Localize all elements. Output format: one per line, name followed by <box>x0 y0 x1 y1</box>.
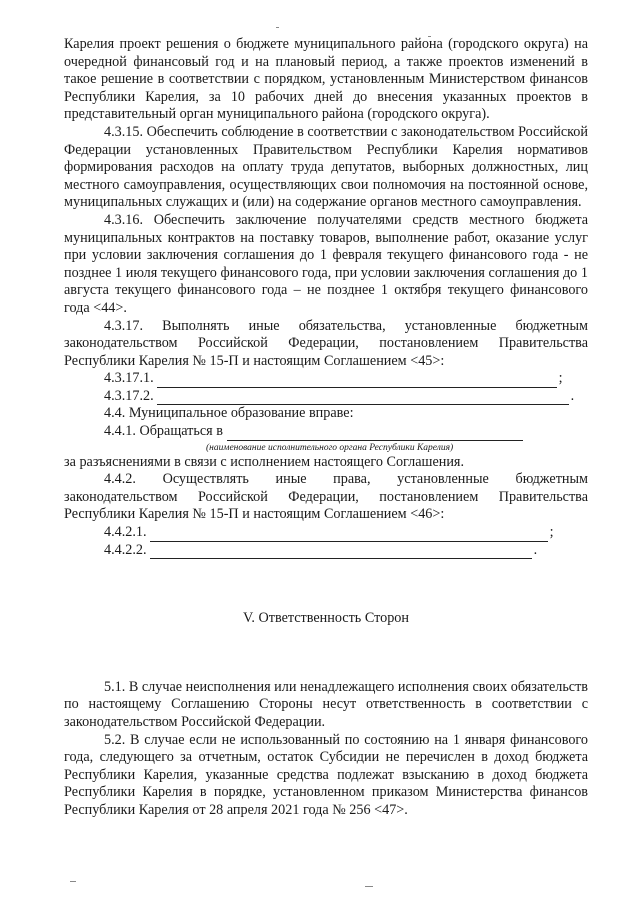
paragraph-4-3-16: 4.3.16. Обеспечить заключение получателями средств местного бюджета муниципальных контрактов на поставку товаров, выполнение работ, оказание услуг при условии заключения соглашения до 1 февраля текущего финансового года - не позднее 1 июля текущего финансового года, при условии заключения соглашения до 1 августа текущего финансового года – не позднее 1 октября текущего финансового года <44>. <box>64 211 588 316</box>
fill-line-4-3-17-2 <box>64 388 588 406</box>
fill-label: 4.4.2.2. <box>104 541 147 558</box>
paragraph-budget-draft: Карелия проект решения о бюджете муниципального района (городского округа) на очередной финансовый год и на плановый период, а также проектов изменений в такое решение в соответствии с порядком, установленным Министерством финансов Республики Карелия, за 10 рабочих дней до внесения указанных проектов в представительный орган муниципального района (городского округа). <box>64 36 588 123</box>
fill-end-mark: ; <box>558 370 563 387</box>
fill-label: 4.4.1. Обращаться в <box>104 423 223 440</box>
fill-label: 4.3.17.1. <box>104 370 154 387</box>
document-page <box>64 36 588 820</box>
scan-speck <box>70 881 76 882</box>
paragraph-4-3-15: 4.3.15. Обеспечить соблюдение в соответствии с законодательством Российской Федерации установленных Правительством Республики Карелия нормативов формирования расходов на оплату труда депутатов, выборных должностных, лиц местного самоуправления, осуществляющих свои полномочия на постоянной основе, муниципальных служащих и (или) на содержание органов местного самоуправления. <box>64 123 588 211</box>
blank-line <box>157 390 569 405</box>
fill-end-mark: . <box>533 541 538 558</box>
paragraph-5-1: 5.1. В случае неисполнения или ненадлежащего исполнения своих обязательств по настоящему Соглашению Стороны несут ответственность в соответствии с законодательством Российской Федерации. <box>64 678 588 730</box>
fill-line-4-4-2-1 <box>64 524 588 542</box>
fill-end-mark: . <box>570 387 575 404</box>
fill-end-mark: ; <box>549 524 554 541</box>
fill-line-4-4-2-2 <box>64 542 588 560</box>
fill-label: 4.3.17.2. <box>104 387 154 404</box>
scan-speck <box>276 27 279 28</box>
blank-line <box>227 426 523 441</box>
scan-speck <box>365 886 373 887</box>
fill-line-4-4-1 <box>64 423 588 441</box>
blank-line <box>157 373 557 388</box>
fill-line-4-3-17-1 <box>64 370 588 388</box>
paragraph-4-3-17: 4.3.17. Выполнять иные обязательства, установленные бюджетным законодательством Российской Федерации, постановлением Правительства Республики Карелия № 15-П и настоящим Соглашением <45>: <box>64 317 588 369</box>
fill-label: 4.4.2.1. <box>104 524 147 541</box>
blank-line <box>150 527 548 542</box>
paragraph-4-4-2: 4.4.2. Осуществлять иные права, установленные бюджетным законодательством Российской Федерации, постановлением Правительства Республики Карелия № 15-П и настоящим Соглашением <46>: <box>64 471 588 523</box>
field-caption: (наименование исполнительного органа Республики Карелия) <box>206 442 454 453</box>
paragraph-5-2: 5.2. В случае если не использованный по состоянию на 1 января финансового года, следующего за отчетным, остаток Субсидии не перечислен в доход бюджета Республики Карелия, указанные средства подлежат взысканию в доход бюджета Республики Карелия в порядке, установленном приказом Министерства финансов Республики Карелия от 28 апреля 2021 года № 256 <47>. <box>64 731 588 818</box>
paragraph-4-4-1-continuation: за разъяснениями в связи с исполнением настоящего Соглашения. <box>64 453 464 470</box>
section-title: V. Ответственность Сторон <box>243 610 409 627</box>
paragraph-4-4: 4.4. Муниципальное образование вправе: <box>104 405 354 422</box>
blank-line <box>150 544 532 559</box>
